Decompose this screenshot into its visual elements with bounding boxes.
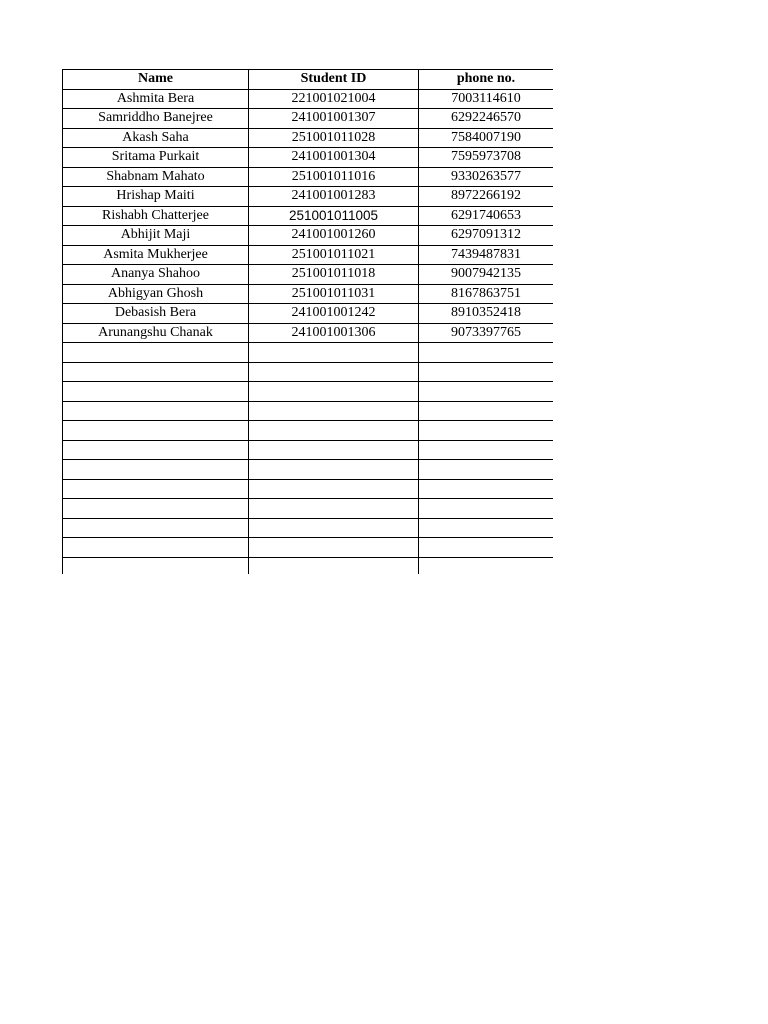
empty-cell-student-id bbox=[249, 343, 419, 363]
cell-student-id: 241001001306 bbox=[249, 323, 419, 343]
student-table-sheet bbox=[62, 69, 553, 574]
cell-phone: 6291740653 bbox=[419, 206, 554, 226]
table-row bbox=[63, 128, 554, 148]
table-row bbox=[63, 109, 554, 129]
cell-student-id: 251001011031 bbox=[249, 284, 419, 304]
cell-phone: 6297091312 bbox=[419, 226, 554, 246]
cell-student-id: 251001011016 bbox=[249, 167, 419, 187]
cell-phone: 7584007190 bbox=[419, 128, 554, 148]
header-phone: phone no. bbox=[419, 70, 554, 90]
empty-cell-student-id bbox=[249, 401, 419, 421]
cell-student-id: 221001021004 bbox=[249, 89, 419, 109]
table-row bbox=[63, 304, 554, 324]
empty-cell-student-id bbox=[249, 382, 419, 402]
table-row bbox=[63, 148, 554, 168]
cell-student-id: 251001011018 bbox=[249, 265, 419, 285]
cell-phone: 7595973708 bbox=[419, 148, 554, 168]
empty-cell-phone bbox=[419, 460, 554, 480]
empty-table-row bbox=[63, 479, 554, 499]
table-row bbox=[63, 245, 554, 265]
empty-cell-name bbox=[63, 538, 249, 558]
cell-name: Debasish Bera bbox=[63, 304, 249, 324]
cell-name: Arunangshu Chanak bbox=[63, 323, 249, 343]
empty-cell-student-id bbox=[249, 557, 419, 574]
empty-cell-name bbox=[63, 382, 249, 402]
empty-cell-name bbox=[63, 460, 249, 480]
empty-cell-phone bbox=[419, 479, 554, 499]
empty-cell-phone bbox=[419, 343, 554, 363]
table-row bbox=[63, 323, 554, 343]
cell-name: Asmita Mukherjee bbox=[63, 245, 249, 265]
cell-name: Abhijit Maji bbox=[63, 226, 249, 246]
header-row bbox=[63, 70, 554, 90]
cell-student-id: 241001001260 bbox=[249, 226, 419, 246]
cell-student-id: 251001011021 bbox=[249, 245, 419, 265]
cell-phone: 7439487831 bbox=[419, 245, 554, 265]
empty-cell-name bbox=[63, 343, 249, 363]
empty-rows bbox=[63, 343, 554, 575]
cell-name: Ashmita Bera bbox=[63, 89, 249, 109]
cell-student-id: 241001001242 bbox=[249, 304, 419, 324]
empty-cell-name bbox=[63, 362, 249, 382]
cell-name: Shabnam Mahato bbox=[63, 167, 249, 187]
empty-cell-name bbox=[63, 421, 249, 441]
empty-table-row bbox=[63, 538, 554, 558]
empty-cell-student-id bbox=[249, 362, 419, 382]
empty-cell-name bbox=[63, 499, 249, 519]
empty-cell-student-id bbox=[249, 479, 419, 499]
empty-cell-name bbox=[63, 557, 249, 574]
table-row bbox=[63, 187, 554, 207]
cell-student-id: 241001001307 bbox=[249, 109, 419, 129]
cell-name: Sritama Purkait bbox=[63, 148, 249, 168]
cell-student-id: 241001001304 bbox=[249, 148, 419, 168]
table-row bbox=[63, 226, 554, 246]
empty-table-row bbox=[63, 421, 554, 441]
cell-name: Hrishap Maiti bbox=[63, 187, 249, 207]
empty-cell-student-id bbox=[249, 440, 419, 460]
empty-cell-phone bbox=[419, 499, 554, 519]
empty-table-row bbox=[63, 382, 554, 402]
cell-student-id: 241001001283 bbox=[249, 187, 419, 207]
empty-cell-phone bbox=[419, 421, 554, 441]
empty-table-row bbox=[63, 362, 554, 382]
cell-name: Abhigyan Ghosh bbox=[63, 284, 249, 304]
cell-name: Rishabh Chatterjee bbox=[63, 206, 249, 226]
header-student-id: Student ID bbox=[249, 70, 419, 90]
empty-cell-phone bbox=[419, 382, 554, 402]
cell-phone: 8972266192 bbox=[419, 187, 554, 207]
empty-cell-phone bbox=[419, 440, 554, 460]
cell-phone: 9073397765 bbox=[419, 323, 554, 343]
empty-cell-phone bbox=[419, 401, 554, 421]
cell-name: Samriddho Banejree bbox=[63, 109, 249, 129]
cell-phone: 9330263577 bbox=[419, 167, 554, 187]
table-row bbox=[63, 167, 554, 187]
table-row bbox=[63, 265, 554, 285]
empty-cell-phone bbox=[419, 362, 554, 382]
cell-name: Ananya Shahoo bbox=[63, 265, 249, 285]
empty-cell-student-id bbox=[249, 421, 419, 441]
empty-table-row bbox=[63, 518, 554, 538]
table-row bbox=[63, 89, 554, 109]
cell-student-id: 251001011028 bbox=[249, 128, 419, 148]
cell-phone: 8167863751 bbox=[419, 284, 554, 304]
empty-cell-name bbox=[63, 401, 249, 421]
cell-phone: 6292246570 bbox=[419, 109, 554, 129]
cell-name: Akash Saha bbox=[63, 128, 249, 148]
empty-cell-student-id bbox=[249, 460, 419, 480]
header-name: Name bbox=[63, 70, 249, 90]
student-table bbox=[62, 69, 553, 574]
empty-cell-name bbox=[63, 479, 249, 499]
empty-table-row bbox=[63, 499, 554, 519]
empty-table-row bbox=[63, 401, 554, 421]
cell-phone: 8910352418 bbox=[419, 304, 554, 324]
cell-phone: 7003114610 bbox=[419, 89, 554, 109]
empty-cell-student-id bbox=[249, 518, 419, 538]
empty-cell-phone bbox=[419, 557, 554, 574]
empty-cell-name bbox=[63, 440, 249, 460]
empty-table-row bbox=[63, 343, 554, 363]
cell-phone: 9007942135 bbox=[419, 265, 554, 285]
empty-cell-phone bbox=[419, 538, 554, 558]
empty-cell-name bbox=[63, 518, 249, 538]
table-row bbox=[63, 284, 554, 304]
empty-table-row bbox=[63, 460, 554, 480]
empty-cell-student-id bbox=[249, 538, 419, 558]
empty-table-row bbox=[63, 440, 554, 460]
empty-cell-phone bbox=[419, 518, 554, 538]
table-row bbox=[63, 206, 554, 226]
empty-table-row bbox=[63, 557, 554, 574]
cell-student-id: 251001011005 bbox=[249, 206, 419, 226]
empty-cell-student-id bbox=[249, 499, 419, 519]
